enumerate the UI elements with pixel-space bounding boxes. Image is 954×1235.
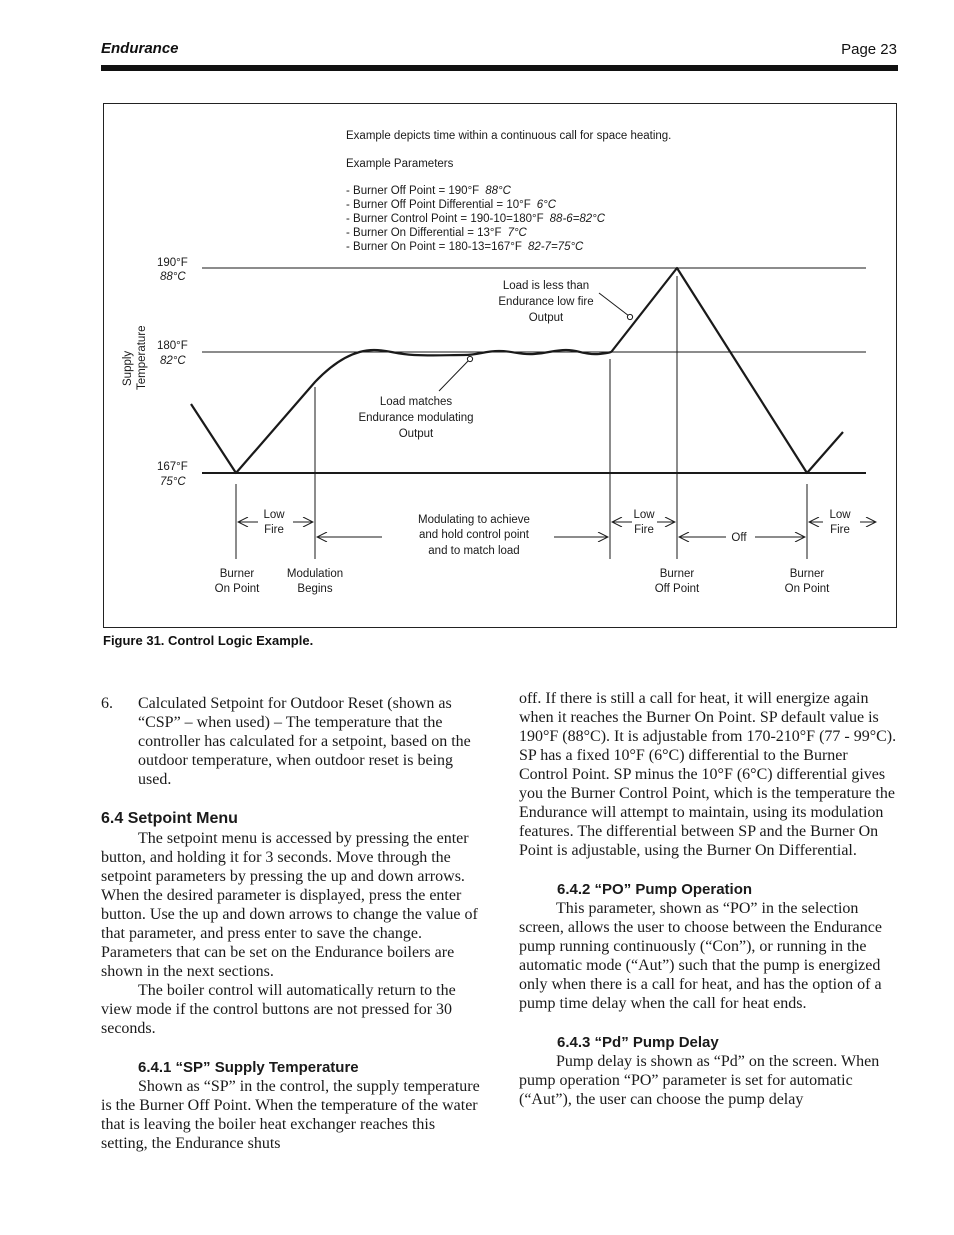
callout-matches-line3: Output	[398, 428, 434, 440]
paragraph: This parameter, shown as “PO” in the selection screen, allows the user to choose between the Endurance pump running continuously (“Con”), or running in the automatic mode (“Aut”) such that the pump is energized only when there is a call for heat, and has the option of a pump time delay when the call for heat ends.	[519, 900, 882, 1012]
y-axis-label-temperature: Temperature	[136, 325, 148, 390]
low-fire-2-line2: Fire	[634, 524, 654, 536]
modulating-line2: and hold control point	[419, 529, 529, 541]
page-number: Page 23	[841, 41, 897, 58]
callout-low-fire-line1: Load is less than	[502, 280, 590, 292]
figure-caption: Figure 31. Control Logic Example.	[103, 633, 314, 648]
control-logic-figure	[103, 103, 897, 628]
list-number: 6.	[101, 695, 113, 712]
callout-dot-matches	[467, 356, 472, 361]
figure-intro: Example depicts time within a continuous call for space heating.	[346, 130, 672, 142]
level-180f: 180°F	[157, 340, 188, 352]
header-rule	[101, 65, 898, 71]
paragraph: Shown as “SP” in the control, the supply temperature is the Burner Off Point. When the temperature of the water that is leaving the boiler heat exchanger reaches this setting, the Endurance shuts	[101, 1078, 480, 1152]
low-fire-3-line2: Fire	[830, 524, 850, 536]
paragraph: The boiler control will automatically return to the view mode if the control buttons are not pressed for 30 seconds.	[101, 982, 456, 1037]
burner-off-point-line2: Off Point	[654, 583, 700, 595]
section-heading-6-4: 6.4 Setpoint Menu	[101, 810, 238, 827]
param-line: - Burner Control Point = 190-10=180°F 88-6=82°C	[346, 213, 606, 225]
level-167f: 167°F	[157, 461, 188, 473]
modulating-line1: Modulating to achieve	[418, 514, 530, 526]
callout-dot-low-fire	[627, 314, 632, 319]
params-title: Example Parameters	[346, 158, 454, 170]
burner-on-point-2-line2: On Point	[784, 583, 830, 595]
callout-low-fire-line2: Endurance low fire	[498, 296, 594, 308]
param-line: - Burner On Differential = 13°F 7°C	[346, 227, 527, 239]
modulating-line3: and to match load	[428, 545, 520, 557]
level-75c: 75°C	[160, 476, 186, 488]
list-item-6	[101, 694, 481, 789]
level-88c: 88°C	[160, 271, 186, 283]
section-heading-6-4-1: 6.4.1 “SP” Supply Temperature	[138, 1059, 359, 1076]
burner-on-point-2-line1: Burner	[789, 568, 825, 580]
right-column	[519, 689, 899, 1109]
callout-low-fire-line3: Output	[528, 312, 564, 324]
modulation-begins-line1: Modulation	[286, 568, 344, 580]
burner-on-point-1-line1: Burner	[219, 568, 255, 580]
control-logic-diagram	[104, 104, 898, 629]
paragraph: The setpoint menu is accessed by pressing the enter button, and holding it for 3 seconds. Move through the setpoint parameters by pressing the up and down arrows. When the desired parameter is displayed, press the enter button. Use the up and down arrows to change the value of that parameter, and press enter to save the change. Parameters that can be set on the Endurance boilers are shown in the next sections.	[101, 830, 478, 980]
left-column	[101, 694, 481, 1153]
callout-matches-line2: Endurance modulating	[358, 412, 474, 424]
param-line: - Burner Off Point = 190°F 88°C	[346, 185, 511, 197]
callout-leader-low-fire	[599, 293, 629, 316]
modulation-begins-line2: Begins	[297, 583, 333, 595]
low-fire-1-line2: Fire	[264, 524, 284, 536]
param-line: - Burner Off Point Differential = 10°F 6°C	[346, 199, 557, 211]
header-brand: Endurance	[101, 40, 179, 57]
low-fire-2-line1: Low	[633, 509, 655, 521]
burner-on-point-1-line2: On Point	[214, 583, 260, 595]
callout-leader-matches	[439, 360, 469, 391]
level-190f: 190°F	[157, 257, 188, 269]
paragraph: off. If there is still a call for heat, it will energize again when it reaches the Burner On Point. SP default value is 190°F (88°C). It is adjustable from 170-210°F (77 - 99°C). SP has a fixed 10°F (6°C) differential to the Burner Control Point. SP minus the 10°F (6°C) differential gives you the Burner Control Point, which is the temperature the Endurance will attempt to maintain, using its modulation features. The differential between SP and the Burner On Point is adjustable, using the Burner On Differential.	[519, 690, 897, 859]
callout-matches-line1: Load matches	[379, 396, 453, 408]
param-line: - Burner On Point = 180-13=167°F 82-7=75°C	[346, 241, 584, 253]
burner-off-point-line1: Burner	[659, 568, 695, 580]
section-heading-6-4-2: 6.4.2 “PO” Pump Operation	[557, 881, 753, 898]
level-82c: 82°C	[160, 355, 186, 367]
low-fire-1-line1: Low	[263, 509, 285, 521]
paragraph: Pump delay is shown as “Pd” on the screen. When pump operation “PO” parameter is set for automatic (“Aut”), the user can choose the pump delay	[519, 1053, 880, 1108]
section-heading-6-4-3: 6.4.3 “Pd” Pump Delay	[557, 1034, 719, 1051]
list-item-text: Calculated Setpoint for Outdoor Reset (shown as “CSP” – when used) – The temperature that the controller has calculated for a setpoint, based on the outdoor temperature, when outdoor reset is being used.	[138, 695, 471, 788]
off-label: Off	[731, 532, 747, 544]
y-axis-label-supply: Supply	[122, 350, 134, 386]
low-fire-3-line1: Low	[829, 509, 851, 521]
